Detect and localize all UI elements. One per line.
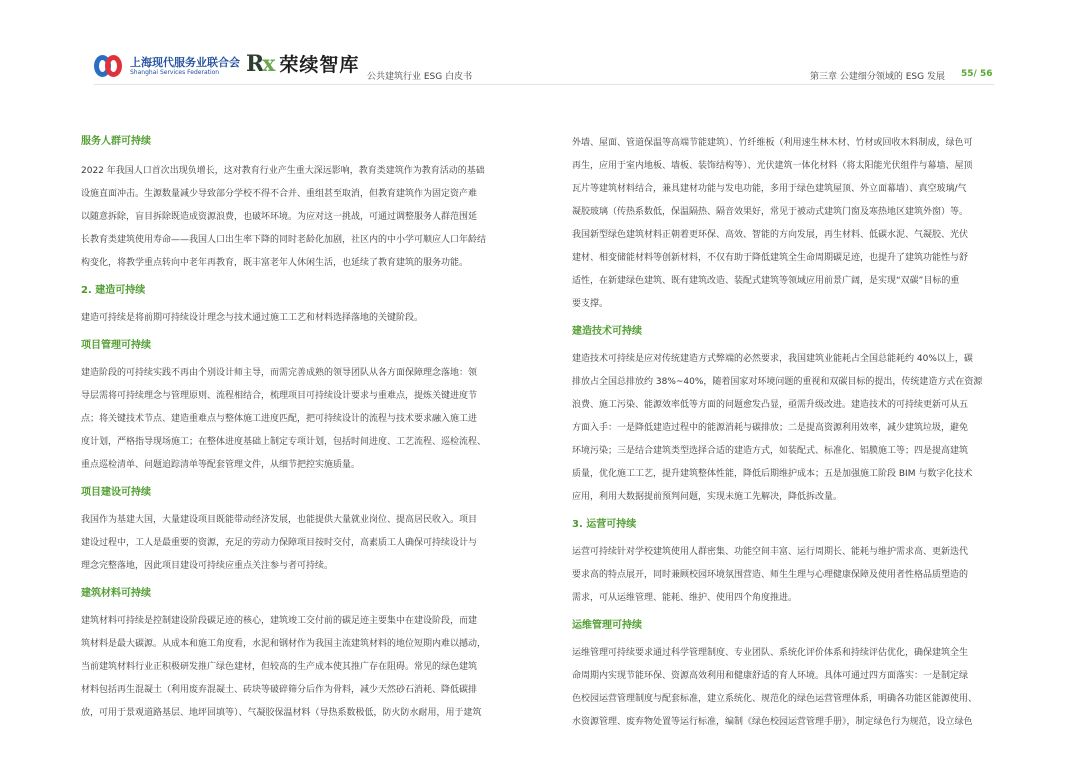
text-line: 长教育类建筑使用寿命——我国人口出生率下降的同时老龄化加剧，社区内的中小学可顺应人口年龄结 [81, 235, 487, 245]
page-header [0, 0, 1080, 110]
text-line: 质量，优化施工工艺，提升建筑整体性能，降低后期维护成本；五是加强施工阶段 BIM 与数字化技术 [572, 469, 973, 479]
text-line: 色校园运营管理制度与配套标准，建立系统化、规范化的绿色运营管理体系，明确各功能区能源使用、 [572, 694, 978, 704]
text-line: 方面入手：一是降低建造过程中的能源消耗与碳排放；二是提高资源利用效率，减少建筑垃圾，避免 [572, 423, 969, 433]
paragraph [81, 160, 517, 275]
section-heading: 建造技术可持续 [572, 326, 642, 337]
text-line: 当前建筑材料行业正积极研发推广绿色建材，但较高的生产成本使其推广存在阻碍。常见的绿色建筑 [81, 662, 478, 672]
document-title: 公共建筑行业 ESG 白皮书 [367, 72, 473, 82]
section-heading: 服务人群可持续 [81, 136, 151, 147]
text-line: 我国新型绿色建筑材料正朝着更环保、高效、智能的方向发展，再生材料、低碳水泥、气凝胶、光伏 [572, 230, 969, 240]
text-line: 设施直面冲击。生源数量减少导致部分学校不得不合并、重组甚至取消，但教育建筑作为固定资产难 [81, 189, 478, 199]
text-line: 建造可持续是将前期可持续设计理念与技术通过施工工艺和材料选择落地的关键阶段。 [81, 313, 424, 323]
text-line: 命周期内实现节能环保、资源高效利用和健康舒适的育人环境。具体可通过四方面落实：一是制定绿 [572, 671, 969, 681]
text-line: 我国作为基建大国，大量建设项目既能带动经济发展，也能提供大量就业岗位、提高居民收入。项目 [81, 515, 478, 525]
rongxu-think-tank-logo [246, 50, 359, 77]
paragraph [572, 642, 1006, 734]
org-name-en: Shanghai Services Federation [130, 68, 220, 76]
brand-name: 荣续智库 [279, 54, 360, 76]
text-line: 水资源管理、废弃物处置等运行标准，编制《绿色校园运营管理手册》，制定绿色行为规范，设立绿色 [572, 717, 973, 727]
text-line: 运营可持续针对学校建筑使用人群密集、功能空间丰富、运行周期长、能耗与维护需求高、更新迭代 [572, 547, 969, 557]
text-line: 要求高的特点展开，同时兼顾校园环境氛围营造、师生生理与心理健康保障及使用者性格品质塑造的 [572, 570, 969, 580]
shanghai-services-federation-logo [94, 53, 240, 79]
paragraph [572, 348, 1006, 509]
section-heading: 2. 建造可持续 [81, 285, 146, 296]
paragraph [81, 362, 517, 477]
text-line: 放，可用于景观道路基层、地坪回填等）、气凝胶保温材料（导热系数极低，防火防水耐用，用于建筑 [81, 708, 482, 718]
text-line: 运维管理可持续要求通过科学管理制度、专业团队、系统化评价体系和持续评估优化，确保建筑全生 [572, 648, 969, 658]
text-line: 需求，可从运维管理、能耗、维护、使用四个角度推进。 [572, 593, 798, 603]
text-line: 建筑材料可持续是控制建设阶段碳足迹的核心，建筑竣工交付前的碳足迹主要集中在建设阶段，而建 [81, 616, 478, 626]
text-line: 瓦片等建筑材料结合，兼具建材功能与发电功能，多用于绿色建筑屋顶、外立面幕墙）、真空玻璃/气 [572, 184, 967, 194]
section-heading: 项目建设可持续 [81, 487, 151, 498]
text-line: 点；将关键技术节点、建造重难点与整体施工进度匹配，把可持续设计的流程与技术要求融入施工进 [81, 414, 478, 424]
text-line: 建设过程中，工人是最重要的资源，充足的劳动力保障项目按时交付，高素质工人确保可持续设计与 [81, 538, 478, 548]
text-line: 建造技术可持续是应对传统建造方式弊端的必然要求，我国建筑业能耗占全国总能耗约 40%以上，碳 [572, 354, 973, 364]
rx-logo-icon: Rx [246, 50, 274, 77]
text-line: 排放占全国总排放约 38%~40%，随着国家对环境问题的重视和双碳目标的提出，传统建造方式在资源 [572, 377, 983, 387]
text-line: 要支撑。 [572, 299, 609, 309]
paragraph [81, 610, 517, 725]
section-heading: 3. 运营可持续 [572, 519, 637, 530]
text-line: 浪费、施工污染、能源效率低等方面的问题愈发凸显，亟需升级改进。建造技术的可持续更新可从五 [572, 400, 969, 410]
chapter-title: 第三章 公建细分领域的 ESG 发展 [810, 72, 945, 82]
paragraph [81, 307, 517, 330]
section-heading: 运维管理可持续 [572, 620, 642, 631]
section-heading: 建筑材料可持续 [81, 588, 151, 599]
header-divider [94, 84, 994, 85]
text-line: 理念完整落地，因此项目建设可持续应重点关注参与者可持续。 [81, 561, 334, 571]
text-line: 适性，在新建绿色建筑、既有建筑改造、装配式建筑等领域应用前景广阔，是实现“双碳”目标的重 [572, 276, 960, 286]
page-number: 55/ 56 [961, 69, 993, 79]
paragraph [572, 132, 1006, 316]
federation-emblem-icon [94, 53, 124, 79]
text-line: 筑材料是最大碳源。从成本和施工角度看，水泥和钢材作为我国主流建筑材料的地位短期内难以撼动， [81, 639, 487, 649]
text-line: 凝胶玻璃（传热系数低，保温隔热、隔音效果好，常见于被动式建筑门窗及寒热地区建筑外窗）等。 [572, 207, 969, 217]
left-column [81, 132, 517, 725]
text-line: 材料包括再生混凝土（利用废弃混凝土、砖块等破碎筛分后作为骨料，减少天然砂石消耗、降低碳排 [81, 685, 478, 695]
text-line: 度计划，严格指导现场施工；在整体进度基础上制定专项计划，包括时间进度、工艺流程、巡检流程、 [81, 437, 487, 447]
text-line: 外墙、屋面、管道保温等高端节能建筑）、竹纤维板（利用速生林木材、竹材或回收木料制成，绿色可 [572, 138, 973, 148]
org-name-cn: 上海现代服务业联合会 [130, 55, 240, 69]
text-line: 构变化，将教学重点转向中老年再教育，既丰富老年人休闲生活，也延续了教育建筑的服务功能。 [81, 258, 469, 268]
section-heading: 项目管理可持续 [81, 340, 151, 351]
text-line: 2022 年我国人口首次出现负增长，这对教育行业产生重大深远影响，教育类建筑作为教育活动的基础 [81, 166, 485, 176]
text-line: 建材、相变储能材料等创新材料，不仅有助于降低建筑全生命周期碳足迹，也提升了建筑功能性与舒 [572, 253, 969, 263]
text-line: 环境污染；三是结合建筑类型选择合适的建造方式，如装配式、标准化、铝膜施工等；四是提高建筑 [572, 446, 969, 456]
paragraph [572, 541, 1006, 610]
text-line: 以随意拆除，盲目拆除既造成资源浪费，也破坏环境。为应对这一挑战，可通过调整服务人群范围延 [81, 212, 478, 222]
paragraph [81, 509, 517, 578]
text-line: 建造阶段的可持续实践不再由个别设计师主导，而需完善成熟的领导团队从各方面保障理念落地：领 [81, 368, 478, 378]
right-column [572, 132, 1006, 734]
text-line: 应用，利用大数据提前预判问题，实现未施工先解决，降低拆改量。 [572, 492, 843, 502]
text-line: 重点巡检清单、问题追踪清单等配套管理文件，从细节把控实施质量。 [81, 460, 361, 470]
text-line: 再生，应用于室内地板、墙板、装饰结构等）、光伏建筑一体化材料（将太阳能光伏组件与幕墙、屋顶 [572, 161, 973, 171]
text-line: 导层需将可持续理念与管理原则、流程相结合，梳理项目可持续设计要求与重难点，提炼关键进度节 [81, 391, 478, 401]
